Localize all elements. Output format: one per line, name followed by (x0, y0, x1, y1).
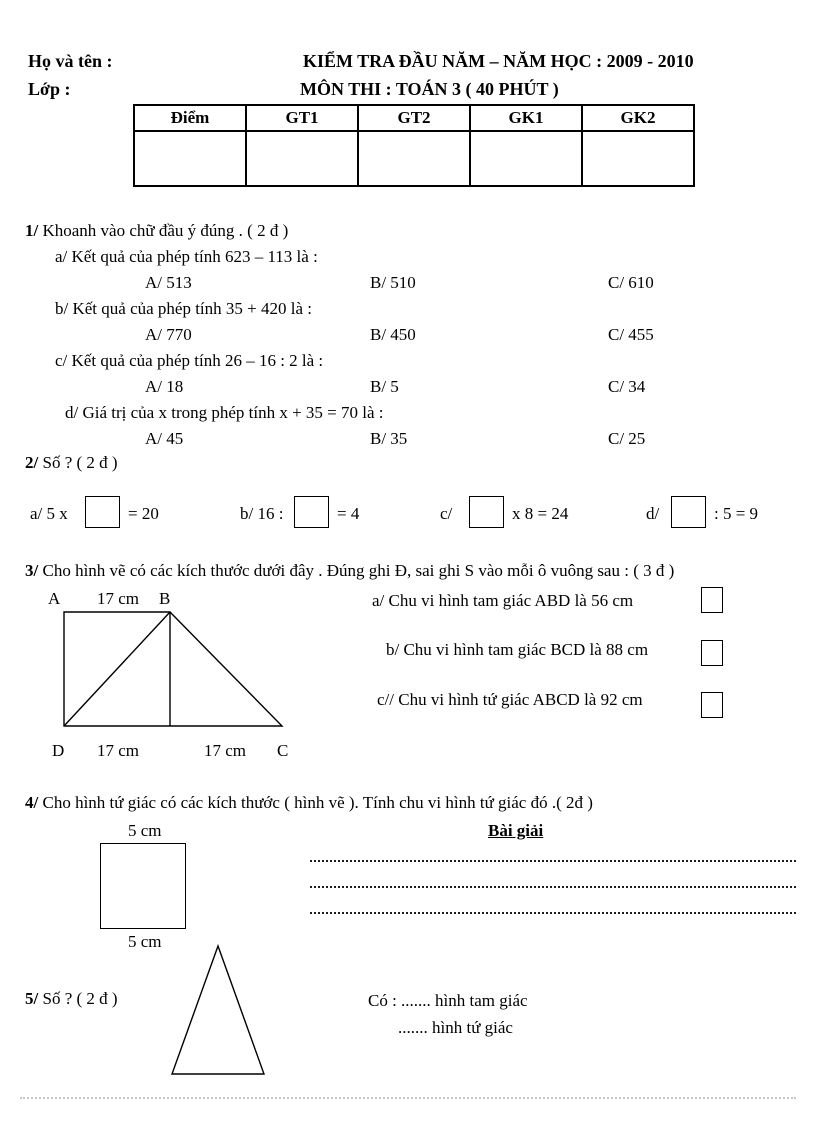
q3-answer-checkbox-a[interactable] (701, 587, 723, 613)
question-4-title (25, 792, 593, 813)
question-4-text: Cho hình tứ giác có các kích thước ( hình vẽ ). Tính chu vi hình tứ giác đó .( 2đ ) (42, 793, 593, 812)
score-col-diem: Điểm (134, 105, 246, 131)
solution-line-3[interactable] (310, 912, 796, 914)
figure-bottom-length1-label: 17 cm (97, 741, 140, 760)
question-3-text: Cho hình vẽ có các kích thước dưới đây . Đúng ghi Đ, sai ghi S vào mỗi ô vuông sau : ( 3 đ ) (42, 561, 675, 580)
square-top-length-label: 5 cm (128, 821, 162, 840)
q2-answer-box-c[interactable] (469, 496, 504, 528)
q1-item-b-option-a[interactable]: A/ 770 (145, 325, 192, 344)
q3-answer-checkbox-b[interactable] (701, 640, 723, 666)
score-table-header-row (134, 105, 694, 131)
q3-statement-a: a/ Chu vi hình tam giác ABD là 56 cm (372, 591, 634, 610)
question-1-text: Khoanh vào chữ đầu ý đúng . ( 2 đ ) (42, 221, 289, 240)
q1-item-a-option-c[interactable]: C/ 610 (608, 273, 654, 292)
solution-line-2[interactable] (310, 886, 796, 888)
figure-vertex-b-label: B (159, 589, 171, 608)
score-col-gt1: GT1 (246, 105, 358, 131)
q2-item-d-suffix: : 5 = 9 (714, 504, 759, 523)
question-3-number: 3/ (25, 561, 39, 580)
score-col-gt2: GT2 (358, 105, 470, 131)
score-cell-gk2 (582, 131, 694, 186)
exam-subtitle: MÔN THI : TOÁN 3 ( 40 PHÚT ) (300, 79, 559, 99)
triangle-figure (170, 944, 266, 1076)
diagonal-db-line (64, 612, 170, 726)
question-5-title (25, 988, 118, 1009)
q2-item-d-prefix: d/ (646, 504, 660, 523)
score-col-gk2: GK2 (582, 105, 694, 131)
q2-item-c-prefix: c/ (440, 504, 453, 523)
q1-item-b-option-b[interactable]: B/ 450 (370, 325, 416, 344)
question-3-title (25, 560, 674, 581)
solution-heading: Bài giải (488, 821, 544, 840)
q1-item-a-stem: a/ Kết quả của phép tính 623 – 113 là : (55, 247, 318, 266)
question-2-text: Số ? ( 2 đ ) (42, 453, 118, 472)
question-1-number: 1/ (25, 221, 39, 240)
q1-item-c-option-b[interactable]: B/ 5 (370, 377, 399, 396)
figure-vertex-c-label: C (277, 741, 289, 760)
q1-item-d-stem: d/ Giá trị của x trong phép tính x + 35 = 70 là : (65, 403, 384, 422)
q1-item-d-option-a[interactable]: A/ 45 (145, 429, 184, 448)
triangle-outline (172, 946, 264, 1074)
q5-answer-line-1: Có : ....... hình tam giác (368, 991, 528, 1010)
q1-item-d-option-c[interactable]: C/ 25 (608, 429, 646, 448)
q1-item-b-option-c[interactable]: C/ 455 (608, 325, 654, 344)
q2-item-a-suffix: = 20 (128, 504, 159, 523)
question-1-title (25, 220, 288, 241)
q5-answer-line-2: ....... hình tứ giác (398, 1018, 513, 1037)
question-5-text: Số ? ( 2 đ ) (42, 989, 118, 1008)
q2-item-b-prefix: b/ 16 : (240, 504, 284, 523)
exam-title: KIỂM TRA ĐẦU NĂM – NĂM HỌC : 2009 - 2010 (303, 51, 694, 71)
question-2-title (25, 452, 118, 473)
q1-item-a-option-b[interactable]: B/ 510 (370, 273, 416, 292)
page-bottom-ruling (20, 1097, 796, 1099)
q2-item-b-suffix: = 4 (337, 504, 360, 523)
figure-top-length-label: 17 cm (97, 589, 140, 608)
figure-vertex-d-label: D (52, 741, 65, 760)
q1-item-d-option-b[interactable]: B/ 35 (370, 429, 408, 448)
q2-item-a-prefix: a/ 5 x (30, 504, 68, 523)
q2-answer-box-d[interactable] (671, 496, 706, 528)
q1-item-c-stem: c/ Kết quả của phép tính 26 – 16 : 2 là : (55, 351, 324, 370)
square-bottom-length-label: 5 cm (128, 932, 162, 951)
square-figure (100, 843, 186, 929)
score-cell-gt2 (358, 131, 470, 186)
figure-bottom-length2-label: 17 cm (204, 741, 247, 760)
q2-item-c-suffix: x 8 = 24 (512, 504, 569, 523)
question-2-number: 2/ (25, 453, 39, 472)
score-table (133, 104, 695, 187)
student-name-label: Họ và tên : (28, 51, 113, 71)
q3-statement-b: b/ Chu vi hình tam giác BCD là 88 cm (386, 640, 649, 659)
class-label: Lớp : (28, 79, 71, 99)
score-cell-diem (134, 131, 246, 186)
question-5-number: 5/ (25, 989, 39, 1008)
quadrilateral-outline (64, 612, 282, 726)
score-cell-gt1 (246, 131, 358, 186)
question-4-number: 4/ (25, 793, 39, 812)
q1-item-a-option-a[interactable]: A/ 513 (145, 273, 192, 292)
q2-answer-box-b[interactable] (294, 496, 329, 528)
quadrilateral-figure (62, 610, 284, 728)
score-table-empty-row (134, 131, 694, 186)
q2-answer-box-a[interactable] (85, 496, 120, 528)
q3-answer-checkbox-c[interactable] (701, 692, 723, 718)
solution-line-1[interactable] (310, 860, 796, 862)
q1-item-b-stem: b/ Kết quả của phép tính 35 + 420 là : (55, 299, 312, 318)
score-cell-gk1 (470, 131, 582, 186)
score-col-gk1: GK1 (470, 105, 582, 131)
figure-vertex-a-label: A (48, 589, 61, 608)
q1-item-c-option-c[interactable]: C/ 34 (608, 377, 646, 396)
q3-statement-c: c// Chu vi hình tứ giác ABCD là 92 cm (377, 690, 643, 709)
q1-item-c-option-a[interactable]: A/ 18 (145, 377, 184, 396)
